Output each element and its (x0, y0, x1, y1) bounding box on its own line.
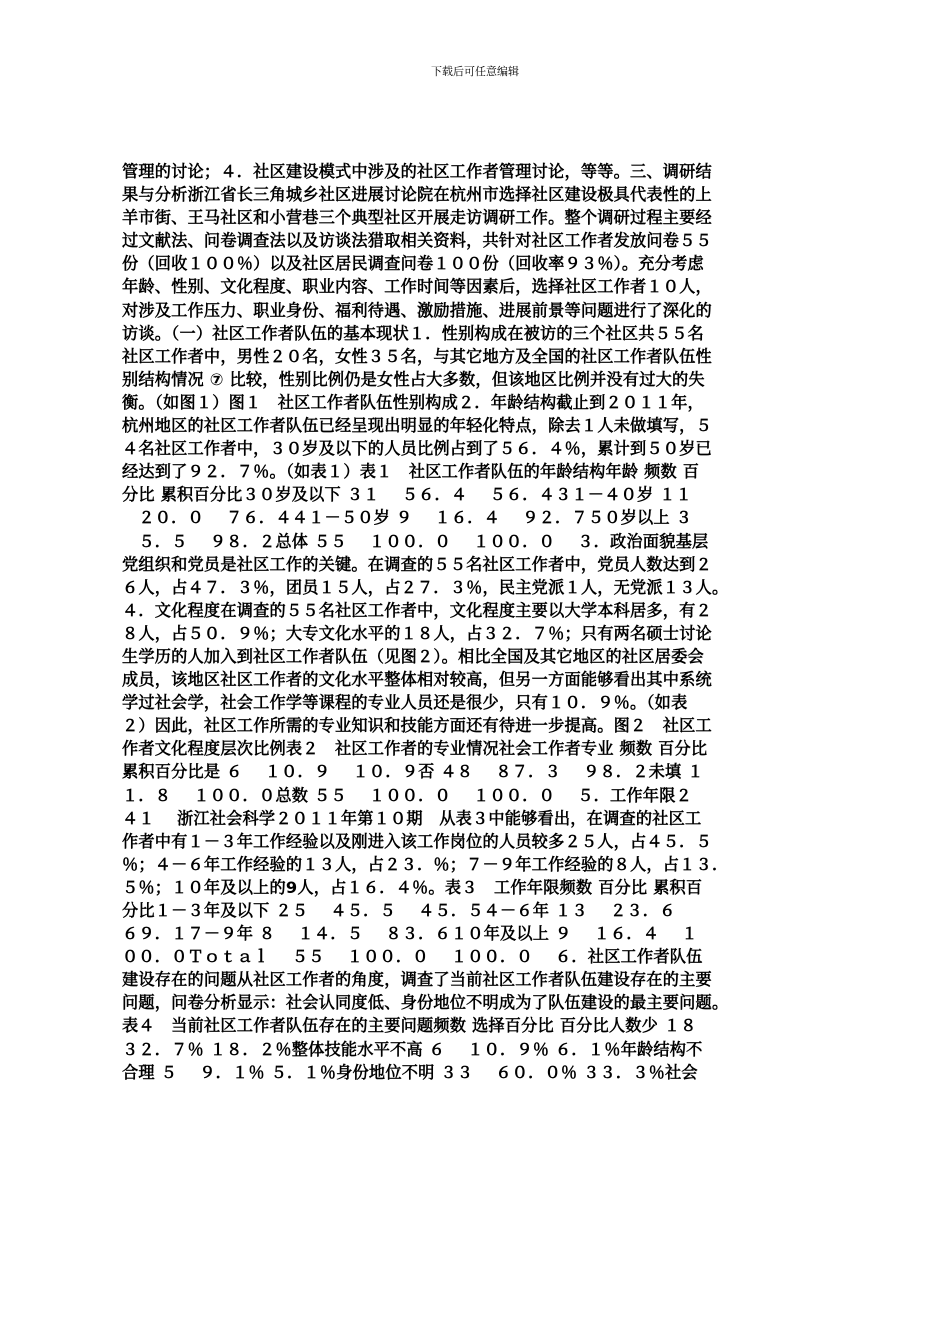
text-line: 生学历的人加入到社区工作者队伍（见图２）。相比全国及其它地区的社区居委会 (122, 646, 704, 666)
text-line: ２０．０ ７６．４４１－５０岁 ９ １６．４ ９２．７５０岁以上 ３ (122, 508, 692, 528)
text-line: 别结构情况 ⑦ 比较，性别比例仍是女性占大多数，但该地区比例并没有过大的失 (122, 369, 705, 389)
text-line: ２）因此，社区工作所需的专业知识和技能方面还有待进一步提高。图２ 社区工 (122, 716, 712, 736)
text-line: ５％；１０年及以上的9人，占１６．４％。表３ 工作年限频数 百分比 累积百 (122, 877, 703, 897)
text-line: ３２．７％ １８．２％整体技能水平不高 ６ １０．９％ ６．１％年龄结构不 (122, 1039, 703, 1059)
text-line: 合理 ５ ９．１％ ５．１％身份地位不明 ３３ ６０．０％ ３３．３％社会 (122, 1062, 698, 1082)
text-line: 经达到了９２．７％。（如表１）表１ 社区工作者队伍的年龄结构年龄 频数 百 (122, 462, 700, 482)
text-line: 学过社会学，社会工作学等课程的专业人员还是很少，只有１０．９％。（如表 (122, 693, 688, 713)
text-line: 表４ 当前社区工作者队伍存在的主要问题频数 选择百分比 百分比人数少 １８ (122, 1016, 697, 1036)
text-line: 作者文化程度层次比例表２ 社区工作者的专业情况社会工作者专业 频数 百分比 (122, 739, 708, 759)
text-line: 分比１－３年及以下 ２５ ４５．５ ４５．５４－６年 １３ ２３．６ (122, 901, 676, 920)
text-line: 杭州地区的社区工作者队伍已经呈现出明显的年轻化特点，除去１人未做填写，５ (122, 416, 712, 436)
text-line: 对涉及工作压力、职业身份、福利待遇、激励措施、进展前景等问题进行了深化的 (122, 300, 712, 320)
text-line: 社区工作者中，男性２０名，女性３５名，与其它地方及全国的社区工作者队伍性 (122, 346, 712, 366)
page-header: 下载后可任意编辑 (431, 65, 519, 78)
text-line: 作者中有１－３年工作经验以及刚进入该工作岗位的人员较多２５人，占４５．５ (122, 831, 712, 851)
text-line: 年龄、性别、文化程度、职业内容、工作时间等因素后，选择社区工作者１０人， (122, 277, 712, 297)
text-line: 访谈。（一）社区工作者队伍的基本现状１．性别构成在被访的三个社区共５５名 (122, 323, 704, 343)
text-line: ４１ 浙江社会科学２０１１年第１０期 从表３中能够看出，在调查的社区工 (122, 808, 702, 828)
text-line: 过文献法、问卷调查法以及访谈法猎取相关资料，共针对社区工作者发放问卷５５ (122, 231, 712, 251)
text-line: １．８ １００．０总数 ５５ １００．０ １００．０ ５．工作年限２ (122, 785, 692, 805)
text-line: 份（回收１００％）以及社区居民调查问卷１００份（回收率９３％）。充分考虑 (122, 254, 704, 274)
text-line: ６９．１７－９年 ８ １４．５ ８３．６１０年及以上 ９ １６．４ １ (122, 924, 698, 944)
text-line: ４．文化程度在调查的５５名社区工作者中，文化程度主要以大学本科居多，有２ (122, 600, 712, 620)
text-line: ００．０Ｔｏｔａｌ ５５ １００．０ １００．０ ６．社区工作者队伍 (122, 947, 703, 967)
text-line: 成员，该地区社区工作者的文化水平整体相对较高，但另一方面能够看出其中系统 (122, 670, 712, 690)
text-line: 累积百分比是 ６ １０．９ １０．９否 ４８ ８７．３ ９８．２未填 １ (122, 762, 704, 782)
text-line: 党组织和党员是社区工作的关键。在调查的５５名社区工作者中，党员人数达到２ (122, 554, 712, 574)
text-line: 问题，问卷分析显示：社会认同度低、身份地位不明成为了队伍建设的最主要问题。 (122, 993, 729, 1013)
text-line: ４名社区工作者中，３０岁及以下的人员比例占到了５６．４％，累计到５０岁已 (122, 439, 712, 459)
text-line: ％；４－６年工作经验的１３人，占２３．％；７－９年工作经验的８人，占１３． (122, 854, 729, 874)
text-line: ６人，占４７．３％，团员１５人，占２７．３％，民主党派１人，无党派１３人。 (122, 577, 729, 597)
text-line: ５．５ ９８．２总体 ５５ １００．０ １００．０ ３．政治面貌基层 (122, 531, 709, 551)
text-line: 分比 累积百分比３０岁及以下 ３１ ５６．４ ５６．４３１－４０岁 １１ (122, 485, 692, 505)
text-line: 建设存在的问题从社区工作者的角度，调查了当前社区工作者队伍建设存在的主要 (122, 970, 712, 990)
document-body (122, 160, 832, 1084)
text-line: 衡。（如图１）图１ 社区工作者队伍性别构成２．年龄结构截止到２０１１年， (122, 392, 704, 412)
text-line: ８人，占５０．９％；大专文化水平的１８人，占３２．７％；只有两名硕士讨论 (122, 623, 712, 643)
text-line: 羊市街、王马社区和小营巷三个典型社区开展走访调研工作。整个调研过程主要经 (122, 208, 712, 228)
text-line: 果与分析浙江省长三角城乡社区进展讨论院在杭州市选择社区建设极具代表性的上 (122, 185, 712, 205)
text-line: 管理的讨论；４．社区建设模式中涉及的社区工作者管理讨论，等等。三、调研结 (122, 162, 712, 181)
